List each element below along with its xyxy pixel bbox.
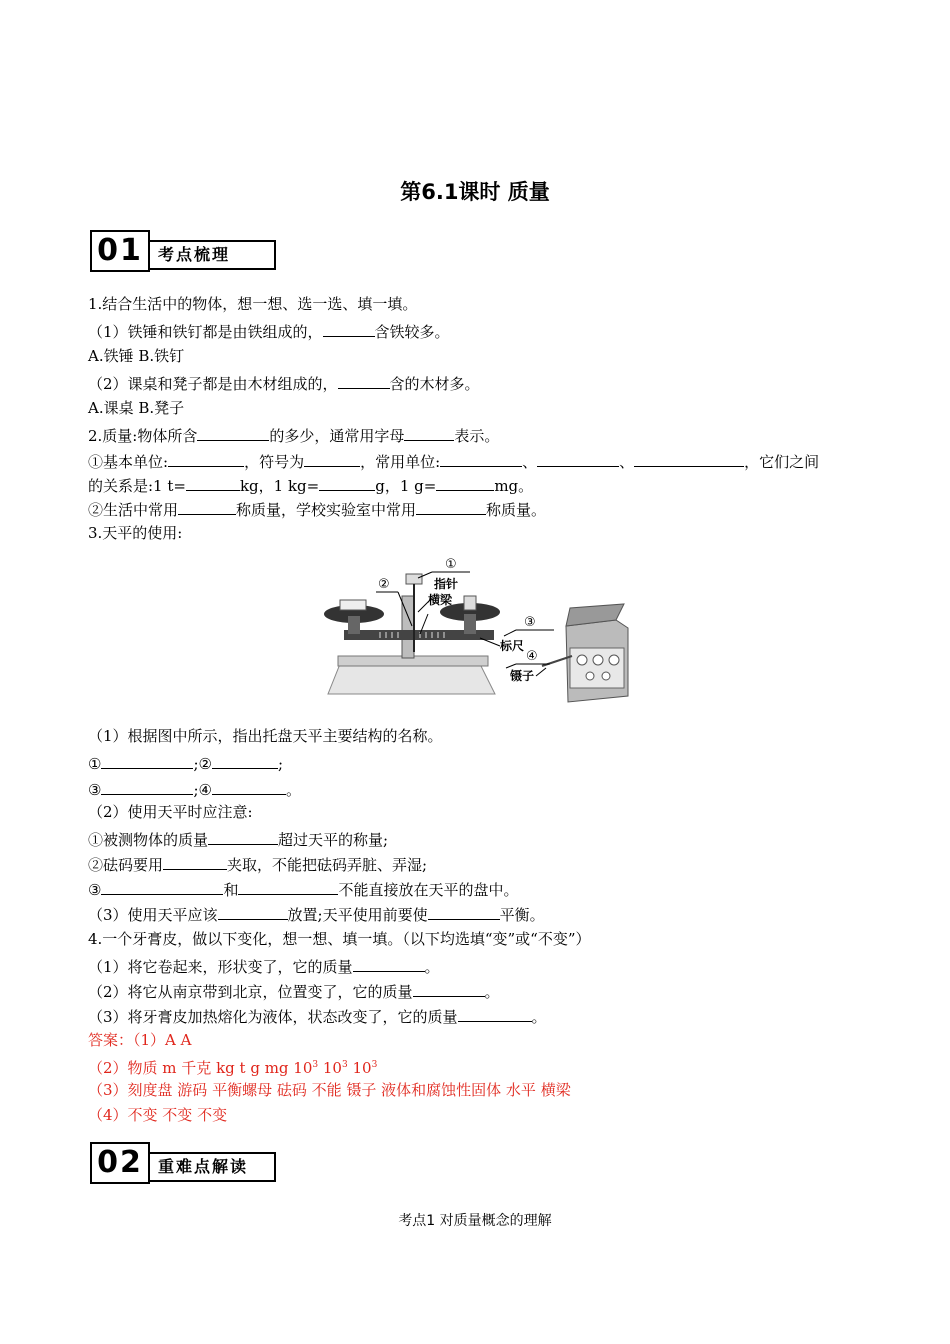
q1-stem: 1.结合生活中的物体，想一想、选一选、填一填。 (88, 295, 418, 313)
q4-part2: （2）将它从南京带到北京，位置变了，它的质量 。 (88, 980, 500, 1002)
q3-sub1: （1）根据图中所示，指出托盘天平主要结构的名称。 (88, 727, 443, 745)
answer-line-4: （4）不变 不变 不变 (88, 1106, 228, 1124)
q2-line4: ②生活中常用 称质量，学校实验室中常用 称质量。 (88, 498, 546, 520)
q1-part2: （2）课桌和凳子都是由木材组成的， 含的木材多。 (88, 372, 480, 394)
q1-options2: A.课桌 B.凳子 (88, 399, 185, 417)
q3-note2: ②砝码要用 夹取，不能把砝码弄脏、弄湿; (88, 853, 427, 875)
q4-part1: （1）将它卷起来，形状变了，它的质量 。 (88, 955, 440, 977)
q1-part1: （1）铁锤和铁钉都是由铁组成的， 含铁较多。 (88, 320, 450, 342)
q4-stem: 4.一个牙膏皮，做以下变化，想一想、填一填。（以下均选填“变”或“不变”） (88, 930, 591, 948)
section-number: 01 (90, 230, 150, 272)
fig-label-2: ② (378, 577, 390, 592)
section-label: 重难点解读 (150, 1152, 276, 1182)
fig-label-scale: 标尺 (500, 639, 525, 653)
q2-line1: 2.质量:物体所含 的多少，通常用字母 表示。 (88, 424, 499, 446)
topic-heading: 考点1 对质量概念的理解 (398, 1213, 552, 1229)
answer-line-2: （2）物质 m 千克 kg t g mg $10^3$ $10^3$ $10^3$ (88, 1059, 378, 1077)
q2-line3: 的关系是:1 t= kg，1 kg= g，1 g= mg。 (88, 474, 533, 496)
q2-line2: ①基本单位: ，符号为 ，常用单位: 、 、 ，它们之间 (88, 450, 819, 472)
answer-line-1: 答案：（1）A A (88, 1031, 192, 1049)
balance-illustration (320, 556, 636, 706)
q4-part3: （3）将牙膏皮加热熔化为液体，状态改变了，它的质量 。 (88, 1005, 547, 1027)
fig-label-pointer: 指针 (434, 577, 459, 591)
fig-label-1: ① (445, 557, 457, 572)
q3-note1: ①被测物体的质量 超过天平的称量; (88, 828, 388, 850)
q3-sub2: （2）使用天平时应注意: (88, 803, 253, 821)
q1-options1: A.铁锤 B.铁钉 (88, 347, 185, 365)
balance-figure (320, 556, 636, 706)
q3-sub3: （3）使用天平应该 放置;天平使用前要使 平衡。 (88, 903, 545, 925)
q3-blanks-3-4: ③ ;④ 。 (88, 778, 301, 800)
q3-note3: ③ 和 不能直接放在天平的盘中。 (88, 878, 518, 900)
fig-label-beam: 横梁 (428, 593, 453, 607)
fig-label-3: ③ (524, 615, 536, 630)
fig-label-tweezers: 镊子 (510, 669, 535, 683)
q3-blanks-1-2: ① ;② ; (88, 752, 283, 774)
page-title: 第6.1课时 质量 (400, 180, 550, 204)
answer-line-3: （3）刻度盘 游码 平衡螺母 砝码 不能 镊子 液体和腐蚀性固体 水平 横梁 (88, 1081, 571, 1099)
q3-stem: 3.天平的使用: (88, 524, 183, 542)
section-number: 02 (90, 1142, 150, 1184)
fig-label-4: ④ (526, 649, 538, 664)
section-label: 考点梳理 (150, 240, 276, 270)
